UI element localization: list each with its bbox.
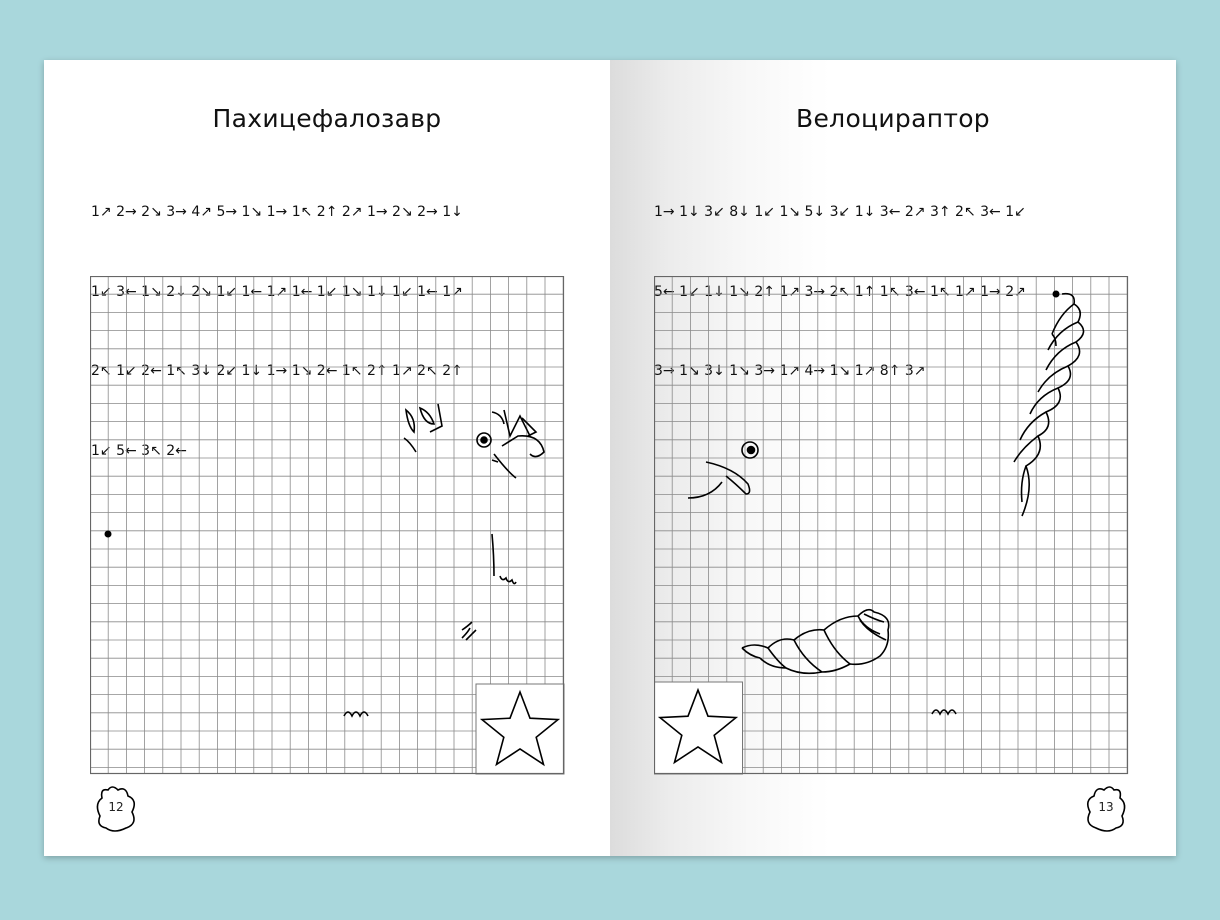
- instruction-line: 3→ 1↘ 3↓ 1↘ 3→ 1↗ 4→ 1↘ 1↗ 8↑ 3↗: [654, 363, 926, 379]
- drawing-grid: [90, 276, 566, 776]
- instruction-line: 2↖ 1↙ 2← 1↖ 3↓ 2↙ 1↓ 1→ 1↘ 2← 1↖ 2↑ 1↗ 2↖ 2↑: [91, 363, 463, 379]
- instruction-line: 5← 1↙ 1↓ 1↘ 2↑ 1↗ 3→ 2↖ 1↑ 1↖ 3← 1↖ 1↗ 1→ 2↗: [654, 283, 1026, 300]
- start-dot: [1053, 291, 1060, 298]
- drawing-grid: [654, 276, 1130, 776]
- page-title: Велоцираптор: [796, 104, 990, 133]
- instruction-line: 1↙ 5← 3↖ 2←: [91, 442, 187, 459]
- start-dot: [105, 531, 112, 538]
- instruction-line: 1↗ 2→ 2↘ 3→ 4↗ 5→ 1↘ 1→ 1↖ 2↑ 2↗ 1→ 2↘ 2→ 1↓: [91, 204, 463, 220]
- instruction-line: 1→ 1↓ 3↙ 8↓ 1↙ 1↘ 5↓ 3↙ 1↓ 3← 2↗ 3↑ 2↖ 3← 1↙: [654, 204, 1026, 220]
- page-number: 12: [108, 800, 124, 814]
- page-number-badge: [92, 782, 140, 836]
- left-page: [44, 60, 610, 856]
- head-spikes: [404, 404, 442, 452]
- right-page: [610, 60, 1176, 856]
- page-number-badge: [1082, 782, 1130, 836]
- dino-head: [688, 442, 758, 498]
- page-number: 13: [1098, 800, 1114, 814]
- instruction-line: 1↙ 3← 1↘ 2↓ 2↘ 1↙ 1← 1↗ 1← 1↙ 1↘ 1↓ 1↙ 1← 1↗: [91, 283, 463, 300]
- open-book: [44, 60, 1176, 856]
- dino-arm-feathers: [742, 610, 956, 714]
- dino-feathers: [1014, 294, 1084, 516]
- dino-head: [477, 410, 544, 478]
- page-title: Пахицефалозавр: [212, 104, 442, 133]
